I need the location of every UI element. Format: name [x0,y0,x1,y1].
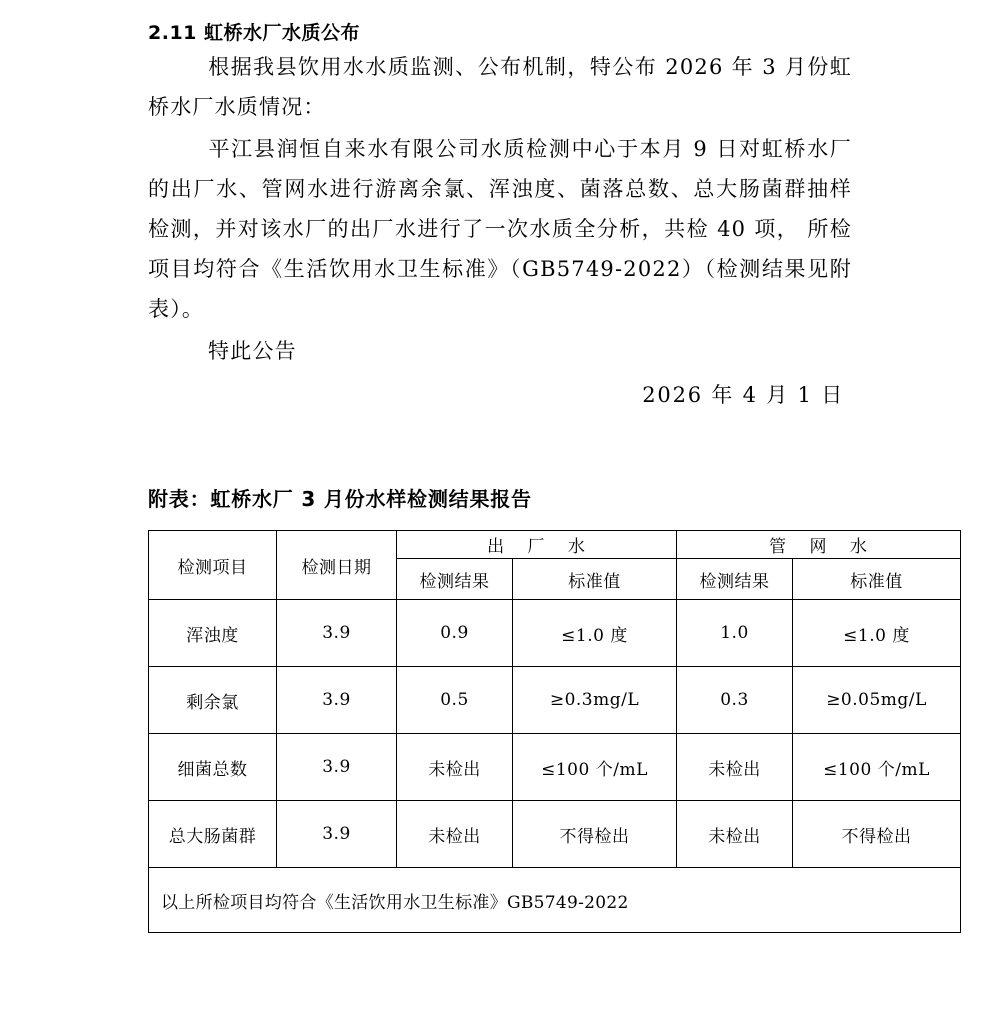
date-line: 2026 年 4 月 1 日 [642,383,844,407]
cell-network-result: 1.0 [677,600,793,667]
header-outlet-standard: 标准值 [513,559,677,600]
cell-outlet-standard: ≤1.0 度 [513,600,677,667]
header-outlet-result: 检测结果 [397,559,513,600]
table-row [149,801,961,868]
attachment-title: 附表：虹桥水厂 3 月份水样检测结果报告 [148,487,532,511]
table-header-row-1 [149,531,961,559]
cell-item: 细菌总数 [149,734,277,801]
cell-date: 3.9 [277,600,397,667]
cell-date: 3.9 [277,734,397,801]
water-quality-table [148,530,961,933]
cell-network-standard: 不得检出 [793,801,961,868]
header-group-network: 管 网 水 [677,531,961,559]
cell-item: 浑浊度 [149,600,277,667]
header-date: 检测日期 [277,531,397,600]
header-group-outlet: 出 厂 水 [397,531,677,559]
cell-outlet-result: 0.9 [397,600,513,667]
cell-network-result: 未检出 [677,801,793,868]
cell-date: 3.9 [277,801,397,868]
table-row [149,734,961,801]
cell-outlet-result: 未检出 [397,801,513,868]
paragraph-2 [148,129,852,329]
cell-outlet-standard: ≥0.3mg/L [513,667,677,734]
paragraph-1 [148,47,852,127]
table-note-row [149,868,961,933]
table-row [149,667,961,734]
cell-outlet-standard: ≤100 个/mL [513,734,677,801]
header-network-standard: 标准值 [793,559,961,600]
table-body [149,600,961,933]
header-item: 检测项目 [149,531,277,600]
document-page [0,18,1000,1031]
cell-outlet-standard: 不得检出 [513,801,677,868]
cell-item: 总大肠菌群 [149,801,277,868]
cell-network-standard: ≥0.05mg/L [793,667,961,734]
cell-item: 剩余氯 [149,667,277,734]
cell-network-standard: ≤100 个/mL [793,734,961,801]
cell-network-result: 未检出 [677,734,793,801]
table-row [149,600,961,667]
cell-network-result: 0.3 [677,667,793,734]
table-header [149,531,961,600]
paragraph-3-text: 特此公告 [208,339,297,363]
page-title: 2.11 虹桥水厂水质公布 [148,22,360,44]
paragraph-3 [148,331,852,371]
paragraph-1-text: 根据我县饮用水水质监测、公布机制，特公布 2026 年 3 月份虹桥水厂水质情况： [148,55,852,119]
table-note: 以上所检项目均符合《生活饮用水卫生标准》GB5749-2022 [149,868,961,933]
paragraph-2-text: 平江县润恒自来水有限公司水质检测中心于本月 9 日对虹桥水厂的出厂水、管网水进行游离余氯、浑浊度、菌落总数、总大肠菌群抽样检测，并对该水厂的出厂水进行了一次水质全分析，共检 40 项， 所检项目均符合《生活饮用水卫生标准》（GB5749-2022）（检测结果见附表）。 [148,137,852,321]
cell-outlet-result: 未检出 [397,734,513,801]
cell-network-standard: ≤1.0 度 [793,600,961,667]
cell-date: 3.9 [277,667,397,734]
header-network-result: 检测结果 [677,559,793,600]
cell-outlet-result: 0.5 [397,667,513,734]
